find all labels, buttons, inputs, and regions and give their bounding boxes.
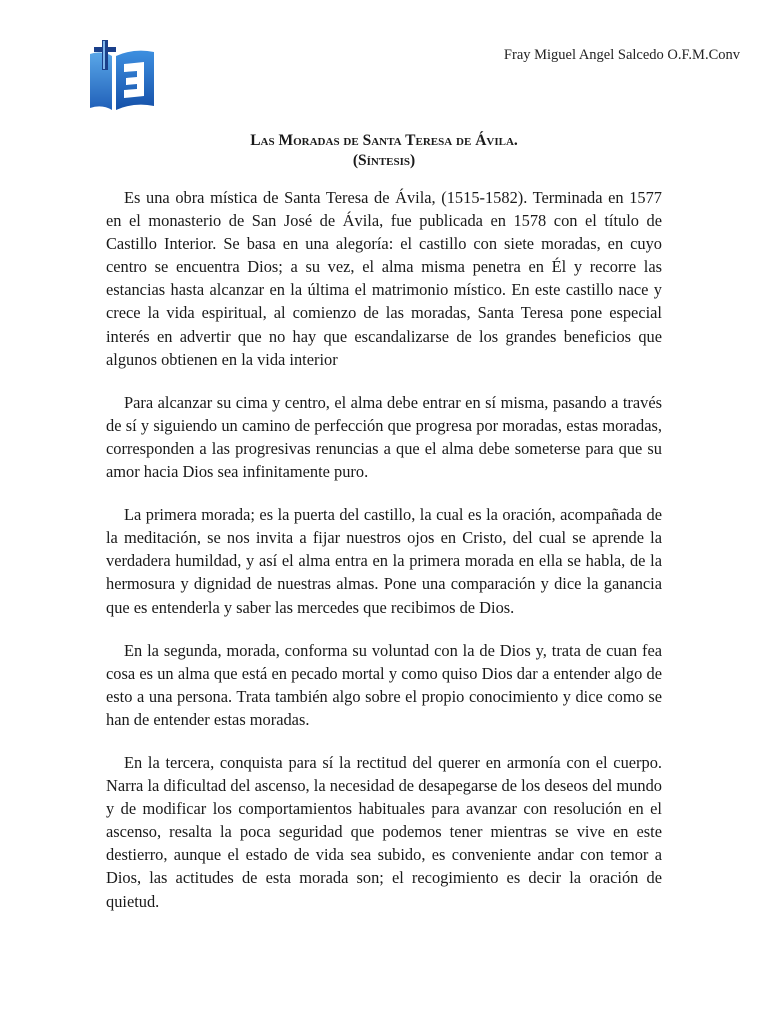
paragraph-1: Es una obra mística de Santa Teresa de Ávila, (1515-1582). Terminada en 1577 en el monasterio de San José de Ávila, fue publicada en 1578 con el título de Castillo Interior. Se basa en una alegoría: el castillo con siete moradas, en cuyo centro se encuentra Dios; a su vez, el alma misma penetra en Él y recorre las estancias hasta alcanzar en la última el matrimonio místico. En este castillo nace y crece la vida espiritual, al comienzo de las moradas, Santa Teresa pone especial interés en advertir que no hay que escandalizarse de los grandes beneficios que algunos obtienen en la vida interior [106,188,662,369]
paragraph-5: En la tercera, conquista para sí la rectitud del querer en armonía con el cuerpo. Narra la dificultad del ascenso, la necesidad de desapegarse de los deseos del mundo y de modificar los comportamientos habituales para avanzar con resolución en el ascenso, resalta la poca seguridad que podemos tener mientras se vive en este destierro, aunque el estado de vida sea subido, es conveniente andar con temor a Dios, las actitudes de esta morada son; el recogimiento es decir la oración de quietud. [106,752,662,911]
title-line-2: (Síntesis) [352,152,416,169]
paragraph-4: En la segunda, morada, conforma su voluntad con la de Dios y, trata de cuan fea cosa es un alma que está en pecado mortal y como quiso Dios dar a entender algo de esto a una persona. Trata también algo sobre el propio conocimiento y dice como se han de entender estas moradas. [106,640,662,729]
document-author: Fray Miguel Angel Salcedo O.F.M.Conv [503,47,740,63]
document-title [0,131,768,171]
paragraph-2: Para alcanzar su cima y centro, el alma debe entrar en sí misma, pasando a través de sí y siguiendo un camino de perfección que progresa por moradas, estas moradas, corresponden a las progresivas renuncias a que el alma debe someterse para que su amor hacia Dios sea infinitamente puro. [106,392,662,482]
paragraph-3: La primera morada; es la puerta del castillo, la cual es la oración, acompañada de la meditación, se nos invita a fijar nuestros ojos en Cristo, del cual se aprende la verdadera humildad, y así el alma entra en la primera morada en ella se habla, de la hermosura y dignidad de nuestras almas. Pone una comparación y dice la ganancia que es entenderla y saber las mercedes que recibimos de Dios. [106,505,662,617]
title-line-1: Las Moradas de Santa Teresa de Ávila. [250,132,518,149]
cross-book-logo-icon [88,40,156,114]
document-body [106,186,662,933]
